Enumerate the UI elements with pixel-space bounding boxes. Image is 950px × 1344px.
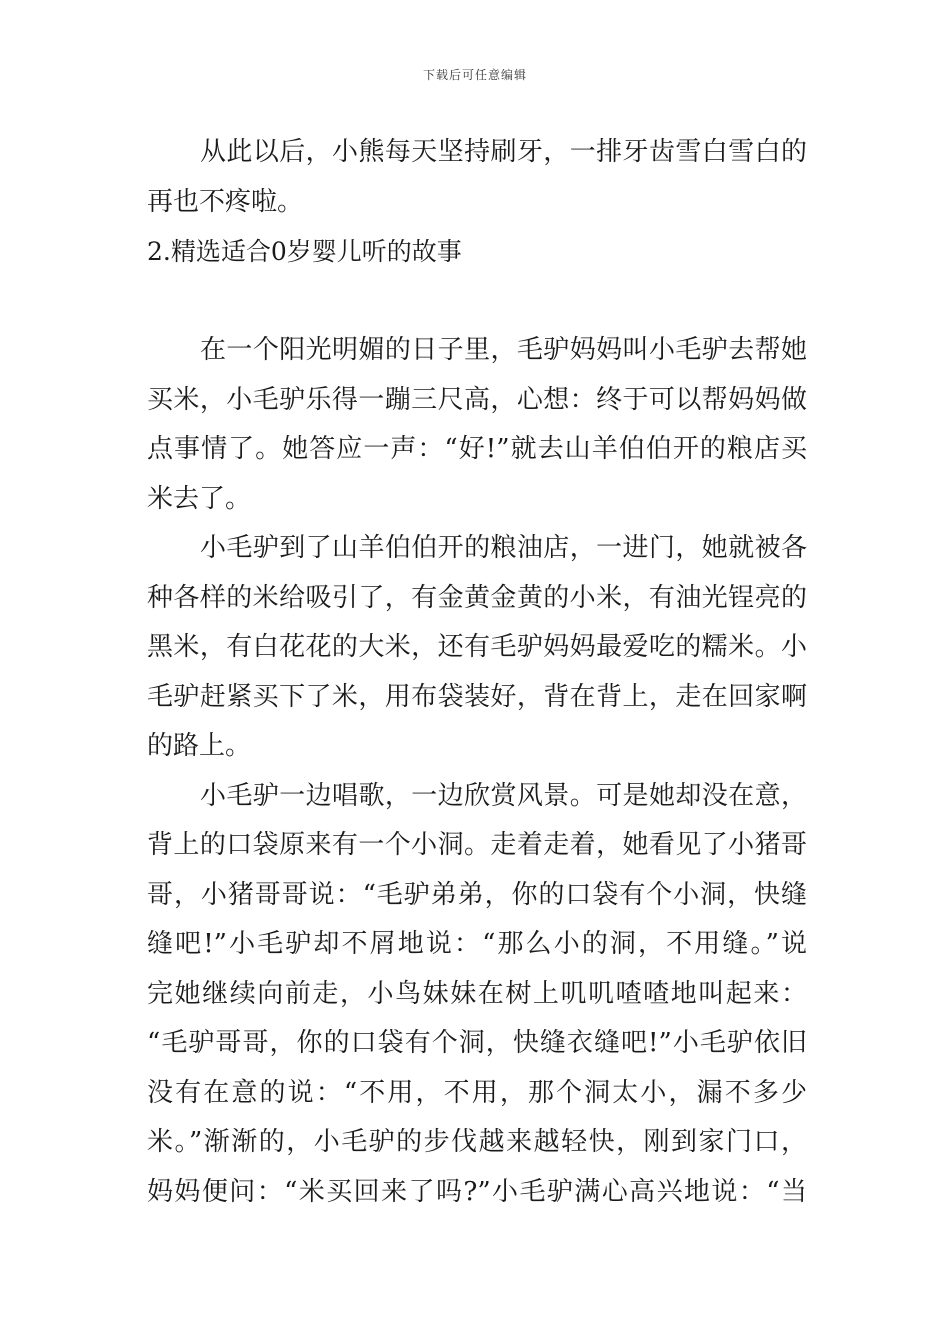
paragraph-line: 小毛驴一边唱歌，一边欣赏风景。可是她却没在意， <box>200 780 807 811</box>
paragraph-line: 完她继续向前走，小鸟妹妹在树上叽叽喳喳地叫起来： <box>147 978 807 1009</box>
paragraph-line: 再也不疼啦。 <box>147 186 304 217</box>
paragraph-line: 点事情了。她答应一声：“好!”就去山羊伯伯开的粮店买 <box>147 434 807 464</box>
paragraph-line: 米。”渐渐的，小毛驴的步伐越来越轻快，刚到家门口， <box>147 1127 807 1157</box>
paragraph-line: 的路上。 <box>147 731 252 761</box>
paragraph-line: 缝吧!”小毛驴却不屑地说：“那么小的洞，不用缝。”说 <box>147 929 807 959</box>
paragraph-line: “毛驴哥哥，你的口袋有个洞，快缝衣缝吧!”小毛驴依旧 <box>147 1028 807 1058</box>
paragraph-line: 小毛驴到了山羊伯伯开的粮油店，一进门，她就被各 <box>200 533 807 563</box>
paragraph-line: 买米，小毛驴乐得一蹦三尺高，心想：终于可以帮妈妈做 <box>147 384 807 415</box>
paragraph-line: 毛驴赶紧买下了米，用布袋装好，背在背上，走在回家啊 <box>147 681 807 712</box>
page-header: 下载后可任意编辑 <box>422 68 527 82</box>
paragraph-line: 米去了。 <box>147 483 252 514</box>
paragraph-line: 黑米，有白花花的大米，还有毛驴妈妈最爱吃的糯米。小 <box>147 632 807 662</box>
paragraph-line: 没有在意的说：“不用，不用，那个洞太小，漏不多少 <box>147 1077 807 1108</box>
paragraph-line: 背上的口袋原来有一个小洞。走着走着，她看见了小猪哥 <box>147 830 807 860</box>
blank-line <box>147 277 807 327</box>
paragraph-line: 在一个阳光明媚的日子里，毛驴妈妈叫小毛驴去帮她 <box>200 335 807 365</box>
paragraph-line: 哥，小猪哥哥说：“毛驴弟弟，你的口袋有个小洞，快缝 <box>147 879 807 910</box>
paragraph-line: 妈妈便问：“米买回来了吗?”小毛驴满心高兴地说：“当 <box>147 1176 807 1207</box>
paragraph-line: 种各样的米给吸引了，有金黄金黄的小米，有油光锃亮的 <box>147 582 807 613</box>
section-heading: 2.精选适合0岁婴儿听的故事 <box>147 237 462 266</box>
document-body <box>147 128 807 1217</box>
paragraph-line: 从此以后，小熊每天坚持刷牙，一排牙齿雪白雪白的 <box>200 137 807 167</box>
